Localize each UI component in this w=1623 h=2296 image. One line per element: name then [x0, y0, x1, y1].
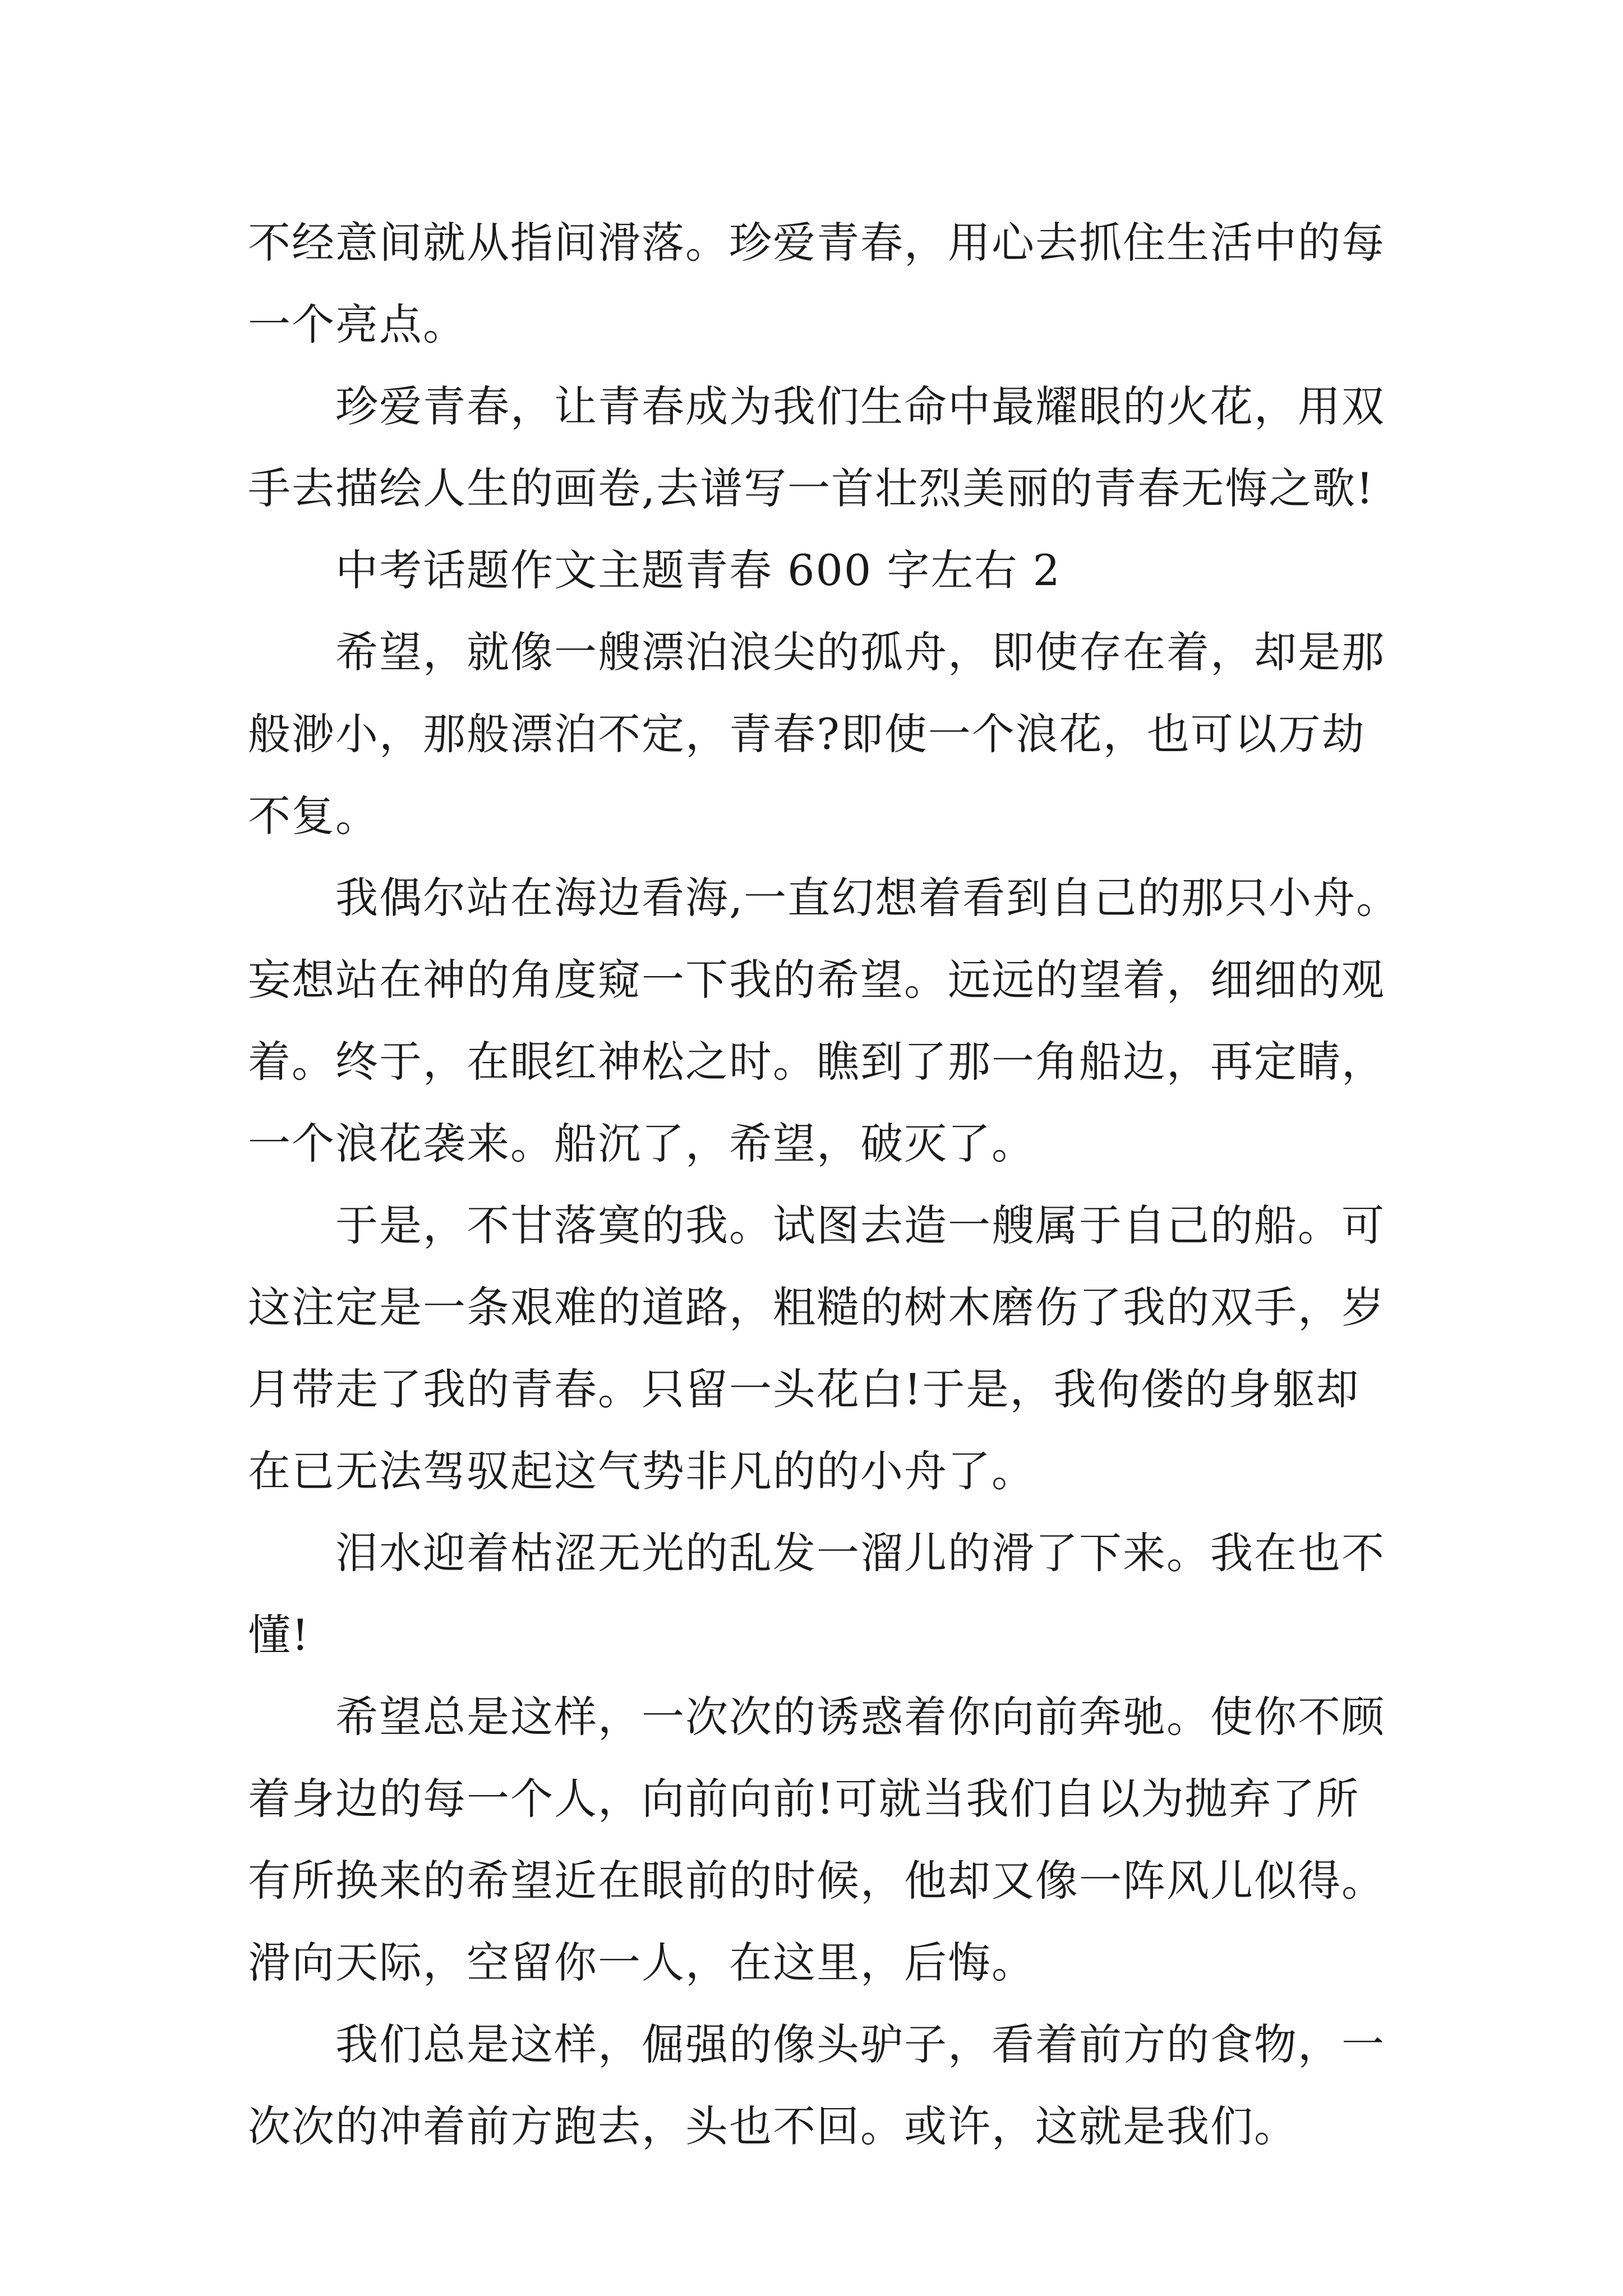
text-line: 这注定是一条艰难的道路，粗糙的树木磨伤了我的双手，岁: [248, 1282, 1385, 1332]
text-line: 于是，不甘落寞的我。试图去造一艘属于自己的船。可: [335, 1200, 1385, 1250]
text-line: 一个亮点。: [248, 300, 467, 349]
text-line: 中考话题作文主题青春 600 字左右 2: [335, 545, 1061, 595]
text-line: 次次的冲着前方跑去，头也不回。或许，这就是我们。: [248, 2101, 1298, 2151]
text-line: 希望，就像一艘漂泊浪尖的孤舟，即使存在着，却是那: [335, 627, 1385, 677]
text-line: 不经意间就从指间滑落。珍爱青春，用心去抓住生活中的每: [248, 218, 1385, 268]
article-body: [248, 202, 1398, 2168]
text-line: 一个浪花袭来。船沉了，希望，破灭了。: [248, 1119, 1035, 1168]
text-line: 懂!: [248, 1610, 310, 1660]
text-line: 妄想站在神的角度窥一下我的希望。远远的望着，细细的观: [248, 955, 1385, 1005]
text-line: 滑向天际，空留你一人，在这里，后悔。: [248, 1938, 1035, 1987]
text-line: 珍爱青春，让青春成为我们生命中最耀眼的火花，用双: [335, 381, 1385, 431]
text-line: 般渺小，那般漂泊不定，青春?即使一个浪花，也可以万劫: [248, 709, 1366, 759]
text-line: 有所换来的希望近在眼前的时候，他却又像一阵风儿似得。: [248, 1856, 1385, 1906]
text-line: 在已无法驾驭起这气势非凡的的小舟了。: [248, 1446, 1035, 1496]
text-line: 月带走了我的青春。只留一头花白!于是，我佝偻的身躯却: [248, 1364, 1360, 1414]
text-line: 着身边的每一个人，向前向前!可就当我们自以为抛弃了所: [248, 1774, 1360, 1824]
text-line: 手去描绘人生的画卷,去谱写一首壮烈美丽的青春无悔之歌!: [248, 463, 1375, 513]
text-line: 我们总是这样，倔强的像头驴子，看着前方的食物，一: [335, 2019, 1385, 2069]
text-line: 不复。: [248, 791, 379, 841]
text-line: 泪水迎着枯涩无光的乱发一溜儿的滑了下来。我在也不: [335, 1528, 1385, 1578]
text-line: 我偶尔站在海边看海,一直幻想着看到自己的那只小舟。: [335, 873, 1400, 923]
text-line: 希望总是这样，一次次的诱惑着你向前奔驰。使你不顾: [335, 1692, 1385, 1742]
text-line: 着。终于，在眼红神松之时。瞧到了那一角船边，再定睛，: [248, 1037, 1385, 1087]
